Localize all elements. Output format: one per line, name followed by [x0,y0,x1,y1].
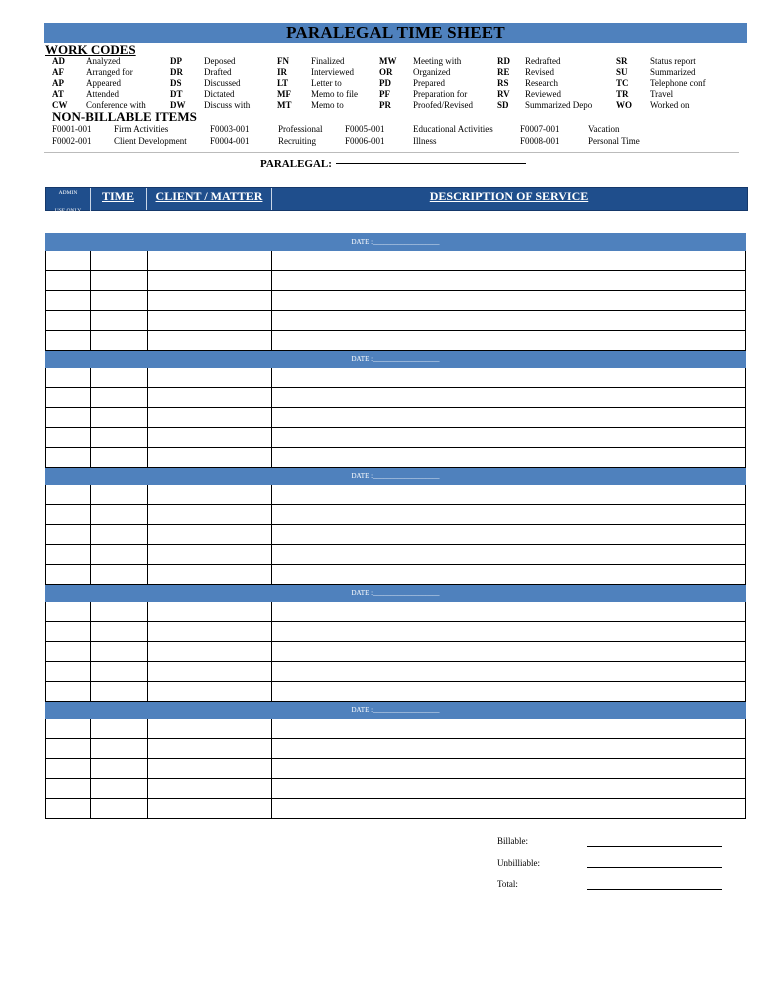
admin-cell[interactable] [46,719,91,739]
time-cell[interactable] [91,505,148,525]
description-cell[interactable] [272,662,746,682]
work-code-description: Reviewed [525,89,561,99]
client-matter-header: CLIENT / MATTER [147,188,272,210]
client-matter-cell[interactable] [148,311,272,331]
admin-cell[interactable] [46,682,91,702]
time-cell[interactable] [91,545,148,565]
client-matter-cell[interactable] [148,388,272,408]
table-row [46,331,746,351]
client-matter-cell[interactable] [148,799,272,819]
description-cell[interactable] [272,505,746,525]
work-code-abbr: RD [497,56,510,66]
admin-cell[interactable] [46,311,91,331]
work-code-abbr: PR [379,100,391,110]
client-matter-cell[interactable] [148,759,272,779]
date-label[interactable]: DATE :___________________ [46,351,746,368]
client-matter-cell[interactable] [148,779,272,799]
admin-cell[interactable] [46,388,91,408]
description-cell[interactable] [272,251,746,271]
date-row [46,702,746,719]
date-label[interactable]: DATE :___________________ [46,468,746,485]
description-cell[interactable] [272,291,746,311]
time-cell[interactable] [91,739,148,759]
time-cell[interactable] [91,388,148,408]
client-matter-cell[interactable] [148,545,272,565]
admin-use-only-header [46,188,91,214]
description-cell[interactable] [272,739,746,759]
non-billable-code: F0003-001 [210,124,250,134]
date-row [46,351,746,368]
table-row [46,602,746,622]
table-row [46,565,746,585]
total-label: Total: [497,879,518,889]
non-billable-code: F0005-001 [345,124,385,134]
table-row [46,525,746,545]
work-code-abbr: DR [170,67,183,77]
use-only-label: USE ONLY [54,208,82,214]
date-label[interactable]: DATE :___________________ [46,585,746,602]
work-code-description: Proofed/Revised [413,100,473,110]
work-code-abbr: RV [497,89,510,99]
client-matter-cell[interactable] [148,565,272,585]
total-line[interactable] [587,889,722,890]
non-billable-code: F0007-001 [520,124,560,134]
table-row [46,291,746,311]
work-code-abbr: TC [616,78,629,88]
table-row [46,799,746,819]
time-cell[interactable] [91,291,148,311]
work-code-abbr: DS [170,78,182,88]
work-code-abbr: WO [616,100,633,110]
work-code-description: Appeared [86,78,121,88]
client-matter-cell[interactable] [148,271,272,291]
client-matter-cell[interactable] [148,485,272,505]
description-cell[interactable] [272,779,746,799]
work-code-description: Travel [650,89,674,99]
client-matter-cell[interactable] [148,428,272,448]
non-billable-description: Vacation [588,124,620,134]
admin-cell[interactable] [46,505,91,525]
client-matter-cell[interactable] [148,622,272,642]
work-code-description: Summarized Depo [525,100,593,110]
client-matter-cell[interactable] [148,291,272,311]
description-cell[interactable] [272,271,746,291]
admin-cell[interactable] [46,525,91,545]
client-matter-cell[interactable] [148,331,272,351]
table-row [46,271,746,291]
description-cell[interactable] [272,545,746,565]
work-code-abbr: AP [52,78,64,88]
time-cell[interactable] [91,408,148,428]
table-row [46,622,746,642]
work-code-description: Attended [86,89,119,99]
work-code-description: Organized [413,67,451,77]
time-cell[interactable] [91,642,148,662]
work-code-description: Worked on [650,100,690,110]
admin-cell[interactable] [46,291,91,311]
admin-cell[interactable] [46,602,91,622]
admin-cell[interactable] [46,448,91,468]
time-cell[interactable] [91,485,148,505]
non-billable-code: F0008-001 [520,136,560,146]
time-cell[interactable] [91,368,148,388]
non-billable-heading: NON-BILLABLE ITEMS [52,109,197,124]
paralegal-label: PARALEGAL: [260,158,332,170]
date-row [46,585,746,602]
non-billable-description: Personal Time [588,136,640,146]
admin-cell[interactable] [46,271,91,291]
description-cell[interactable] [272,388,746,408]
description-cell[interactable] [272,485,746,505]
work-code-description: Prepared [413,78,445,88]
description-cell[interactable] [272,311,746,331]
admin-cell[interactable] [46,759,91,779]
work-code-abbr: DT [170,89,183,99]
non-billable-description: Client Development [114,136,187,146]
admin-cell[interactable] [46,545,91,565]
client-matter-cell[interactable] [148,602,272,622]
work-code-abbr: SU [616,67,628,77]
non-billable-code: F0001-001 [52,124,92,134]
table-row [46,719,746,739]
time-entries-table [45,233,746,819]
non-billable-code: F0006-001 [345,136,385,146]
time-cell[interactable] [91,271,148,291]
work-code-description: Discuss with [204,100,251,110]
admin-cell[interactable] [46,779,91,799]
time-cell[interactable] [91,428,148,448]
table-row [46,642,746,662]
work-code-description: Deposed [204,56,236,66]
client-matter-cell[interactable] [148,525,272,545]
description-cell[interactable] [272,602,746,622]
description-cell[interactable] [272,799,746,819]
work-code-description: Conference with [86,100,146,110]
table-row [46,545,746,565]
work-code-abbr: SD [497,100,509,110]
work-code-abbr: RS [497,78,509,88]
billable-label: Billable: [497,836,528,846]
client-matter-cell[interactable] [148,719,272,739]
divider [44,152,739,153]
table-row [46,448,746,468]
work-code-abbr: RE [497,67,510,77]
table-row [46,662,746,682]
work-code-abbr: AT [52,89,64,99]
work-code-description: Meeting with [413,56,462,66]
description-cell[interactable] [272,642,746,662]
billable-line[interactable] [587,846,722,847]
admin-cell[interactable] [46,408,91,428]
work-code-description: Summarized [650,67,696,77]
table-row [46,408,746,428]
admin-cell[interactable] [46,485,91,505]
table-row [46,505,746,525]
table-row [46,368,746,388]
client-matter-cell[interactable] [148,682,272,702]
work-code-abbr: IR [277,67,288,77]
work-code-abbr: MW [379,56,397,66]
non-billable-description: Recruiting [278,136,316,146]
unbillable-line[interactable] [587,867,722,868]
time-cell[interactable] [91,779,148,799]
time-cell[interactable] [91,799,148,819]
description-cell[interactable] [272,719,746,739]
non-billable-description: Firm Activities [114,124,169,134]
date-label[interactable]: DATE :___________________ [46,702,746,719]
table-row [46,428,746,448]
work-code-abbr: DW [170,100,186,110]
non-billable-description: Professional [278,124,323,134]
table-row [46,739,746,759]
time-cell[interactable] [91,311,148,331]
description-header: DESCRIPTION OF SERVICE [429,189,589,203]
time-cell[interactable] [91,251,148,271]
admin-cell[interactable] [46,331,91,351]
work-code-description: Dictated [204,89,235,99]
description-cell[interactable] [272,565,746,585]
work-code-description: Finalized [311,56,345,66]
work-code-description: Discussed [204,78,241,88]
table-header [45,187,748,214]
work-code-abbr: SR [616,56,628,66]
admin-cell[interactable] [46,251,91,271]
work-code-description: Arranged for [86,67,133,77]
work-code-abbr: MF [277,89,291,99]
description-cell[interactable] [272,525,746,545]
time-cell[interactable] [91,448,148,468]
table-row [46,779,746,799]
client-matter-cell[interactable] [148,448,272,468]
work-code-description: Drafted [204,67,232,77]
time-cell[interactable] [91,565,148,585]
work-code-description: Letter to [311,78,342,88]
admin-cell[interactable] [46,799,91,819]
work-code-description: Memo to file [311,89,358,99]
paralegal-name-line[interactable] [336,163,526,164]
client-matter-cell[interactable] [148,251,272,271]
non-billable-code: F0002-001 [52,136,92,146]
admin-cell[interactable] [46,739,91,759]
client-matter-cell[interactable] [148,662,272,682]
time-cell[interactable] [91,759,148,779]
time-cell[interactable] [91,602,148,622]
work-code-abbr: PF [379,89,390,99]
client-matter-cell[interactable] [148,739,272,759]
work-code-abbr: MT [277,100,292,110]
time-cell[interactable] [91,525,148,545]
work-code-description: Redrafted [525,56,561,66]
admin-cell[interactable] [46,642,91,662]
page-title: PARALEGAL TIME SHEET [44,23,747,43]
client-matter-cell[interactable] [148,505,272,525]
description-cell[interactable] [272,368,746,388]
time-header: TIME [90,188,147,210]
work-code-description: Preparation for [413,89,468,99]
work-code-abbr: AF [52,67,64,77]
admin-cell[interactable] [46,565,91,585]
admin-cell[interactable] [46,622,91,642]
paralegal-field[interactable] [260,158,526,170]
description-cell[interactable] [272,428,746,448]
non-billable-description: Illness [413,136,437,146]
time-cell[interactable] [91,662,148,682]
description-cell[interactable] [272,448,746,468]
table-row [46,311,746,331]
date-row [46,234,746,251]
date-row [46,468,746,485]
work-codes-heading: WORK CODES [45,42,136,57]
work-code-description: Research [525,78,558,88]
work-code-abbr: DP [170,56,182,66]
table-row [46,759,746,779]
client-matter-cell[interactable] [148,368,272,388]
time-cell[interactable] [91,682,148,702]
work-code-abbr: CW [52,100,68,110]
admin-cell[interactable] [46,368,91,388]
work-code-abbr: LT [277,78,289,88]
non-billable-description: Educational Activities [413,124,493,134]
description-cell[interactable] [272,622,746,642]
admin-label: ADMIN [58,190,78,196]
time-cell[interactable] [91,719,148,739]
non-billable-code: F0004-001 [210,136,250,146]
time-cell[interactable] [91,331,148,351]
description-cell[interactable] [272,759,746,779]
work-code-description: Revised [525,67,554,77]
work-code-abbr: FN [277,56,289,66]
table-row [46,485,746,505]
admin-cell[interactable] [46,428,91,448]
client-matter-cell[interactable] [148,408,272,428]
description-cell[interactable] [272,331,746,351]
table-row [46,682,746,702]
work-code-description: Interviewed [311,67,354,77]
description-cell[interactable] [272,682,746,702]
table-row [46,251,746,271]
unbillable-label: Unbilliable: [497,858,540,868]
table-row [46,388,746,408]
time-cell[interactable] [91,622,148,642]
work-code-description: Telephone conf [650,78,706,88]
description-cell[interactable] [272,408,746,428]
client-matter-cell[interactable] [148,642,272,662]
work-code-abbr: OR [379,67,393,77]
admin-cell[interactable] [46,662,91,682]
work-code-abbr: AD [52,56,65,66]
date-label[interactable]: DATE :___________________ [46,234,746,251]
work-code-abbr: PD [379,78,391,88]
work-code-abbr: TR [616,89,629,99]
work-code-description: Status report [650,56,696,66]
work-code-description: Analyzed [86,56,121,66]
work-code-description: Memo to [311,100,344,110]
